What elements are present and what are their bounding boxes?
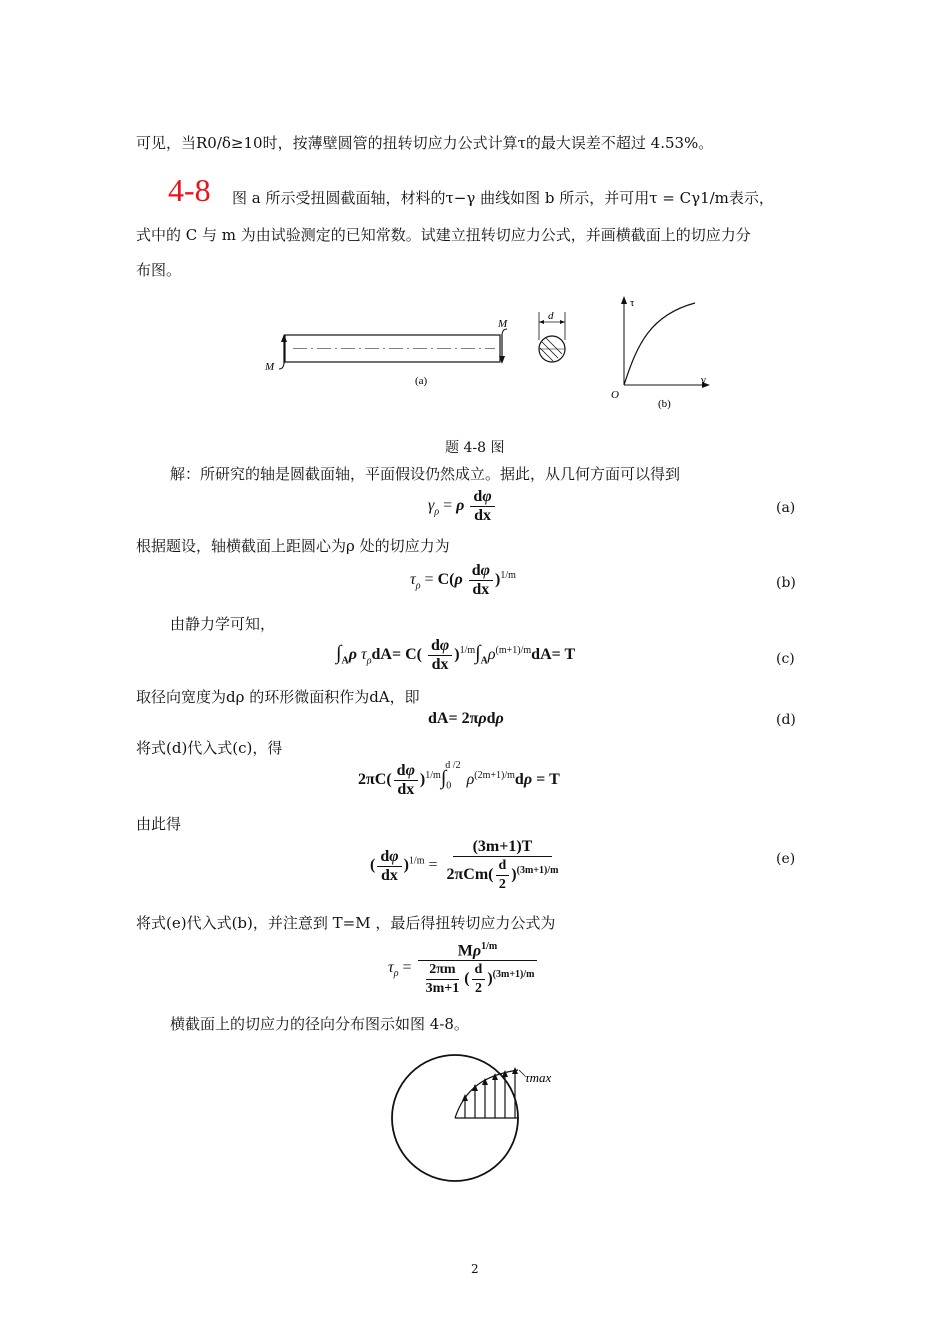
equation-a: $\gamma_\rho = \rho$ $\frac{d\varphi}{dx}$ xyxy=(428,488,497,525)
equation-number-c: (c) xyxy=(776,651,795,667)
tau-axis-label: τ xyxy=(630,297,635,309)
moment-label-left: M xyxy=(265,361,275,373)
gamma-axis-label: γ xyxy=(701,374,706,386)
text-before-eq-b: 根据题设，轴横截面上距圆心为ρ 处的切应力为 xyxy=(136,537,450,555)
equation-number-a: (a) xyxy=(776,500,796,516)
equation-number-b: (b) xyxy=(776,575,796,591)
equation-e: ( $\frac{d\varphi}{dx}$ )$^{1/m}$ = (3m+1)T 2πCm( $\frac{d}{2}$ )$^{(3m+1)/m}$ xyxy=(370,838,559,892)
tau-max-label: τmax xyxy=(525,1070,552,1085)
shaft-drawing xyxy=(279,329,507,369)
text-before-eq-e: 由此得 xyxy=(136,815,182,833)
equation-d: dA= 2πρdρ xyxy=(428,710,504,727)
intro-line: 可见，当R0/δ≥10时，按薄壁圆管的扭转切应力公式计算τ的最大误差不超过 4.53%。 xyxy=(136,134,714,152)
problem-line-2: 式中的 C 与 m 为由试验测定的已知常数。试建立扭转切应力公式，并画横截面上的切应力分 xyxy=(136,226,751,244)
figure-shaft-and-curve xyxy=(255,290,725,415)
origin-label: O xyxy=(611,389,619,401)
text-before-eq-c: 由静力学可知， xyxy=(170,615,276,633)
diameter-label: d xyxy=(548,310,554,322)
figure-stress-distribution xyxy=(385,1050,585,1230)
problem-number: 4-8 xyxy=(168,172,211,208)
equation-combined: 2πC( $\frac{d\varphi}{dx}$ )$^{1/m}\int_0^{d /2}\rho^{(2m+1)/m}d\rho = T$ xyxy=(358,759,560,798)
text-before-eq-d: 取径向宽度为dρ 的环形微面积作为dA，即 xyxy=(136,688,420,706)
equation-c: $\int_A\rho$ $\tau_\rho dA= C$( $\frac{d\varphi}{dx}$ )$^{1/m}\int_A\rho^{(m+1)/m}dA= T$ xyxy=(336,637,576,673)
solution-intro: 解：所研究的轴是圆截面轴，平面假设仍然成立。据此，从几何方面可以得到 xyxy=(170,465,681,483)
figure-label-b: (b) xyxy=(658,398,671,410)
problem-line-1: 图 a 所示受扭圆截面轴，材料的τ−γ 曲线如图 b 所示，并可用τ = Cγ1/m表示， xyxy=(232,189,774,207)
text-before-figure: 横截面上的切应力的径向分布图示如图 4-8。 xyxy=(170,1015,469,1033)
figure-caption: 题 4-8 图 xyxy=(445,440,505,456)
problem-line-3: 布图。 xyxy=(136,261,182,279)
text-before-eq-dc: 将式(d)代入式(c)，得 xyxy=(136,739,283,757)
equation-b: $\tau_\rho = C(\rho$ $\frac{d\varphi}{dx}$ )$^{1/m}$ xyxy=(410,562,516,598)
text-before-final: 将式(e)代入式(b)，并注意到 T=M ，最后得扭转切应力公式为 xyxy=(136,914,556,932)
equation-final: $\tau_\rho$ = $M\rho^{1/m}$ $\frac{2\pi m}{3m+1}$ ( $\frac{d}{2}$ )$^{(3m+1)/m}$ xyxy=(388,938,539,998)
page-number: 2 xyxy=(471,1262,479,1276)
tau-gamma-graph xyxy=(621,296,710,388)
figure-label-a: (a) xyxy=(415,375,428,387)
equation-number-e: (e) xyxy=(776,851,796,867)
equation-number-d: (d) xyxy=(776,712,796,728)
moment-label-right: M xyxy=(498,318,508,330)
